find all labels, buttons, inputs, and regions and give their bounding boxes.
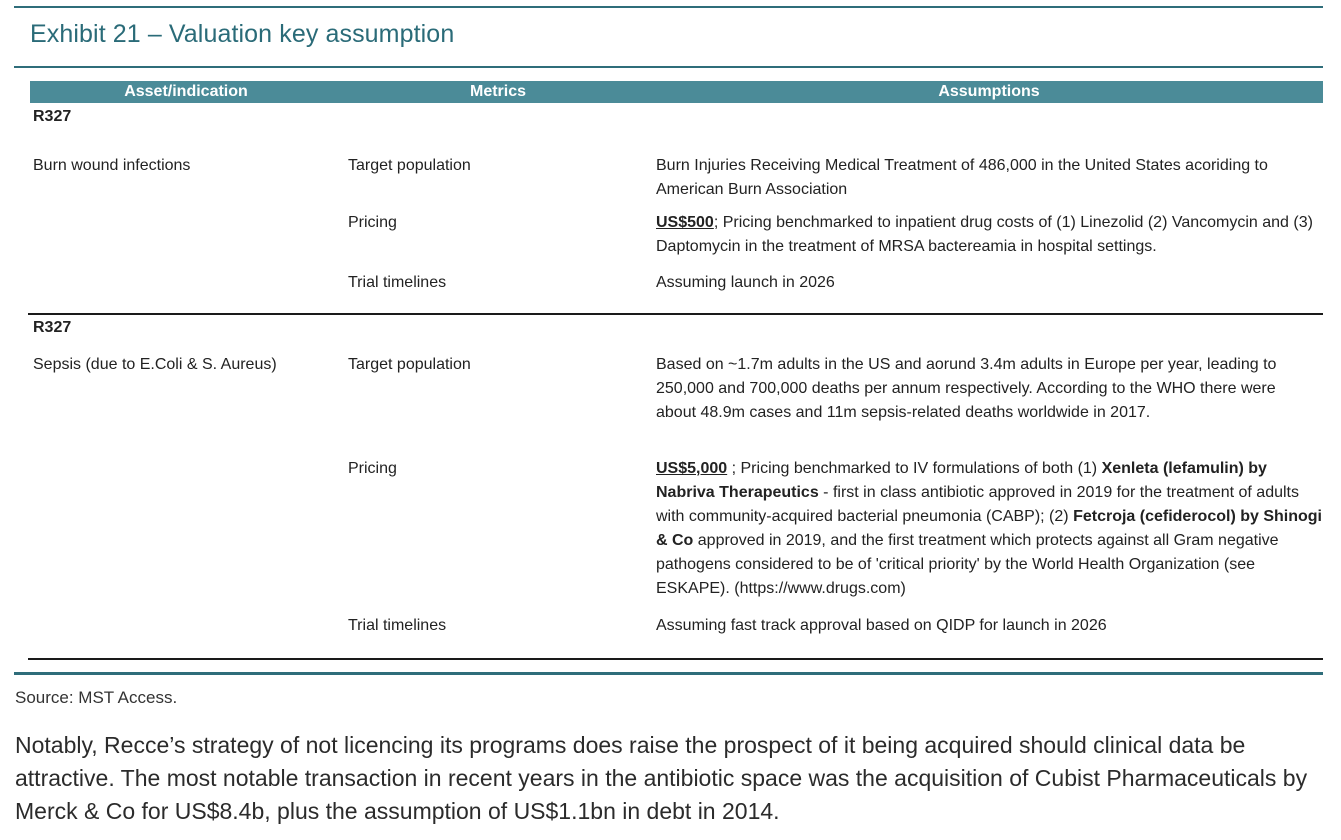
group1-indication: Burn wound infections bbox=[33, 157, 191, 174]
group2-timeline-label: Trial timelines bbox=[348, 617, 447, 634]
header-asset: Asset/indication bbox=[124, 83, 248, 100]
exhibit-bottom-rule bbox=[14, 672, 1323, 675]
group2-target-label: Target population bbox=[348, 356, 471, 373]
group1-asset-code: R327 bbox=[33, 108, 72, 125]
table-header bbox=[30, 81, 1323, 103]
group2-pricing-label: Pricing bbox=[348, 460, 397, 477]
group2-drug1: Xenleta (lefamulin) by Nabriva Therapeutics bbox=[656, 460, 1267, 501]
group1-target-value: Burn Injuries Receiving Medical Treatment of 486,000 in the United States acoriding to American Burn Association bbox=[656, 157, 1268, 198]
group1-price: US$500 bbox=[656, 214, 714, 231]
group1-target-label: Target population bbox=[348, 157, 471, 174]
group2-target-value: Based on ~1.7m adults in the US and aorund 3.4m adults in Europe per year, leading to 250,000 and 700,000 deaths per annum respectively. According to the WHO there were about 48.9m cases and 11m sepsis-related deaths worldwide in 2017. bbox=[656, 356, 1277, 421]
group2-pricing-part2: - first in class antibiotic approved in 2019 for the treatment of adults with community-acquired bacterial pneumonia (CABP); (2) bbox=[656, 484, 1299, 525]
group2-pricing-part3: approved in 2019, and the first treatment which protects against all Gram negative pathogens considered to be of 'critical priority' by the World Health Organization (see ESKAPE). (https://www.drugs.com) bbox=[656, 532, 1279, 597]
top-rule bbox=[14, 6, 1323, 8]
group2-indication: Sepsis (due to E.Coli & S. Aureus) bbox=[33, 356, 277, 373]
group2-drug2: Fetcroja (cefiderocol) by Shinogi & Co bbox=[656, 508, 1322, 549]
group1-pricing-value bbox=[656, 211, 1324, 259]
group1-pricing-text: ; Pricing benchmarked to inpatient drug costs of (1) Linezolid (2) Vancomycin and (3) Daptomycin in the treatment of MRSA bactereamia in hospital settings. bbox=[656, 214, 1313, 255]
group2-price: US$5,000 bbox=[656, 460, 728, 477]
header-assumptions: Assumptions bbox=[938, 83, 1040, 100]
table-bottom-rule bbox=[28, 658, 1323, 660]
group1-timeline-value: Assuming launch in 2026 bbox=[656, 274, 835, 291]
header-metrics: Metrics bbox=[469, 83, 527, 100]
group2-pricing-value bbox=[656, 457, 1324, 601]
source-note: Source: MST Access. bbox=[15, 688, 178, 707]
group-separator bbox=[28, 313, 1323, 315]
group1-timeline-label: Trial timelines bbox=[348, 274, 447, 291]
group1-pricing-label: Pricing bbox=[348, 214, 397, 231]
group2-timeline-value: Assuming fast track approval based on QIDP for launch in 2026 bbox=[656, 617, 1107, 634]
group2-asset-code: R327 bbox=[33, 319, 72, 336]
body-paragraph: Notably, Recce’s strategy of not licencing its programs does raise the prospect of it being acquired should clinical data be attractive. The most notable transaction in recent years in the antibiotic space was the acquisition of Cubist Pharmaceuticals by Merck & Co for US$8.4b, plus the assumption of US$1.1bn in debt in 2014. bbox=[15, 732, 1308, 824]
group2-pricing-part1: ; Pricing benchmarked to IV formulations of both (1) bbox=[727, 460, 1102, 477]
exhibit-title: Exhibit 21 – Valuation key assumption bbox=[30, 20, 455, 48]
title-rule bbox=[14, 66, 1323, 68]
